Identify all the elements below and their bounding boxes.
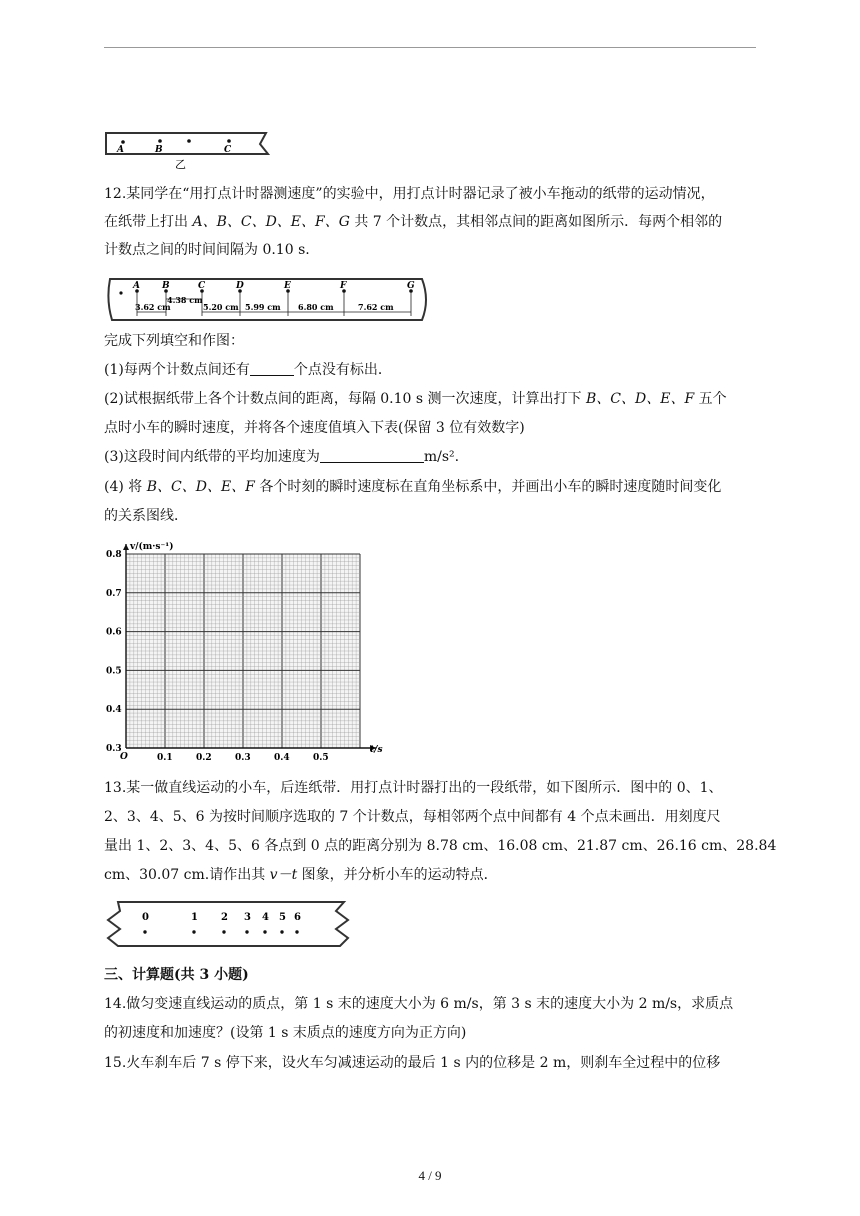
- vt-y-tick-5: 0.8: [106, 550, 122, 560]
- q12-dist-bc: 4.38 cm: [167, 295, 203, 305]
- q13-point-label-0: 0: [142, 912, 149, 923]
- q14-line1: 14.做匀变速直线运动的质点，第 1 s 末的速度大小为 6 m/s，第 3 s 末的速度大小为 2 m/s，求质点: [104, 996, 734, 1012]
- q13-point-dot-4: [263, 930, 266, 933]
- q14-line2: 的初速度和加速度？(设第 1 s 末质点的速度方向为正方向): [104, 1025, 467, 1041]
- q12-sub3-post: m/s².: [423, 449, 460, 465]
- q13-point-dot-2: [222, 930, 225, 933]
- q12-point-g: G: [407, 281, 415, 291]
- q12-point-f: F: [340, 281, 347, 291]
- tape-yi-point-b: B: [155, 145, 163, 155]
- q12-tape-figure: [104, 272, 434, 328]
- vt-x-tick-0: 0.1: [157, 753, 173, 763]
- q13-line4: [104, 865, 498, 885]
- q13-line2: 2、3、4、5、6 为按时间顺序选取的 7 个计数点，每相邻两个点中间都有 4 个点未画出．用刻度尺: [104, 809, 721, 825]
- vt-y-tick-4: 0.7: [106, 588, 122, 599]
- q13-point-label-2: 2: [221, 912, 228, 923]
- q12-instruction: 完成下列填空和作图：: [104, 333, 244, 349]
- q13-point-dot-6: [295, 930, 298, 933]
- q13-line4-formula: v－t: [269, 867, 298, 883]
- q13-line4-post: 图象，并分析小车的运动特点．: [297, 867, 498, 883]
- q12-line2: [104, 212, 722, 232]
- q12-point-d: D: [236, 281, 244, 291]
- q12-point-a: A: [133, 281, 140, 291]
- q13-line3: 量出 1、2、3、4、5、6 各点到 0 点的距离分别为 8.78 cm、16.08 cm、21.87 cm、26.16 cm、28.84: [104, 838, 777, 854]
- q12-dist-cd: 5.20 cm: [203, 302, 239, 312]
- vt-grid: [126, 554, 360, 748]
- q12-sub1-blank[interactable]: [250, 361, 294, 376]
- q13-point-dot-5: [280, 930, 283, 933]
- tape-yi-point-c: C: [224, 145, 232, 155]
- vt-x-tick-3: 0.4: [274, 753, 290, 763]
- q12-dist-fg: 7.62 cm: [358, 302, 394, 312]
- q12-sub4-a-letters: B、C、D、E、F: [146, 479, 255, 495]
- q12-line1: 12.某同学在“用打点计时器测速度”的实验中，用打点计时器记录了被小车拖动的纸带的运动情况，: [104, 186, 715, 202]
- q12-line2-letters: A、B、C、D、E、F、G: [192, 214, 350, 230]
- q12-dist-ef: 6.80 cm: [298, 302, 334, 312]
- page-number: 4 / 9: [418, 1168, 442, 1183]
- q12-sub4-a-pre: (4) 将: [104, 479, 147, 495]
- q12-line2-pre: 在纸带上打出: [104, 214, 193, 230]
- q12-sub4-b: 的关系图线．: [104, 508, 188, 524]
- q12-sub3-pre: (3)这段时间内纸带的平均加速度为: [104, 449, 320, 465]
- q13-point-label-1: 1: [191, 912, 198, 923]
- q12-sub2-a-letters: B、C、D、E、F: [586, 391, 695, 407]
- header-rule: [104, 47, 756, 48]
- q12-point-e: E: [284, 281, 291, 291]
- vt-y-tick-2: 0.5: [106, 666, 122, 677]
- tape-yi-point-a: A: [117, 145, 124, 155]
- q15-line1: 15.火车刹车后 7 s 停下来，设火车匀减速运动的最后 1 s 内的位移是 2 m，则刹车全过程中的位移: [104, 1055, 721, 1071]
- q12-tape-points: [135, 289, 413, 293]
- vt-y-label: v/(m·s⁻¹): [130, 542, 174, 552]
- q12-sub3: [104, 447, 459, 467]
- q12-sub2-b: 点时小车的瞬时速度，并将各个速度值填入下表(保留 3 位有效数字): [104, 420, 525, 436]
- q13-tape-points: [142, 912, 301, 934]
- q12-sub1-pre: (1)每两个计数点间还有: [104, 362, 250, 378]
- q13-point-dot-1: [192, 930, 195, 933]
- vt-x-label: t/s: [370, 745, 383, 755]
- q13-point-dot-3: [245, 930, 248, 933]
- q12-point-c: C: [198, 281, 206, 291]
- q12-dist-ab: 3.62 cm: [135, 302, 171, 312]
- q12-point-b: B: [162, 281, 170, 291]
- vt-origin-label: O: [120, 752, 128, 762]
- q12-dist-de: 5.99 cm: [245, 302, 281, 312]
- q13-point-label-5: 5: [279, 912, 286, 923]
- vt-y-tick-1: 0.4: [106, 705, 122, 716]
- q12-sub1-post: 个点没有标出．: [293, 362, 392, 378]
- tape-yi-figure: [104, 130, 274, 172]
- q12-sub3-blank[interactable]: [320, 448, 424, 463]
- q12-sub2-a-pre: (2)试根据纸带上各个计数点间的距离，每隔 0.10 s 测一次速度，计算出打下: [104, 391, 586, 407]
- vt-chart[interactable]: [104, 538, 388, 766]
- section-3-heading: 三、计算题(共 3 小题): [104, 967, 249, 983]
- vt-x-tick-2: 0.3: [235, 753, 251, 763]
- q12-sub1: [104, 360, 392, 380]
- q12-sub4-a-post: 各个时刻的瞬时速度标在直角坐标系中，并画出小车的瞬时速度随时间变化: [254, 479, 722, 495]
- q13-point-label-6: 6: [294, 912, 301, 923]
- vt-x-tick-4: 0.5: [313, 753, 329, 763]
- q13-point-label-3: 3: [244, 912, 251, 923]
- q13-line4-pre: cm、30.07 cm.请作出其: [104, 867, 270, 883]
- vt-y-tick-3: 0.6: [106, 627, 122, 638]
- vt-x-tick-1: 0.2: [196, 753, 212, 763]
- q12-sub4-a: [104, 477, 721, 497]
- vt-y-tick-0: 0.3: [106, 744, 122, 754]
- q12-sub2-a-post: 五个: [694, 391, 727, 407]
- q13-point-label-4: 4: [262, 912, 269, 923]
- q13-point-dot-0: [143, 930, 146, 933]
- q12-line2-post: 共 7 个计数点，其相邻点间的距离如图所示．每两个相邻的: [349, 214, 723, 230]
- tape-yi-caption: 乙: [175, 158, 186, 171]
- q13-line1: 13.某一做直线运动的小车，后连纸带．用打点计时器打出的一段纸带，如下图所示．图中的 0、1、: [104, 780, 723, 796]
- q12-line3: 计数点之间的时间间隔为 0.10 s.: [104, 242, 310, 258]
- q13-tape-figure: [104, 896, 354, 952]
- q12-sub2-a: [104, 389, 727, 409]
